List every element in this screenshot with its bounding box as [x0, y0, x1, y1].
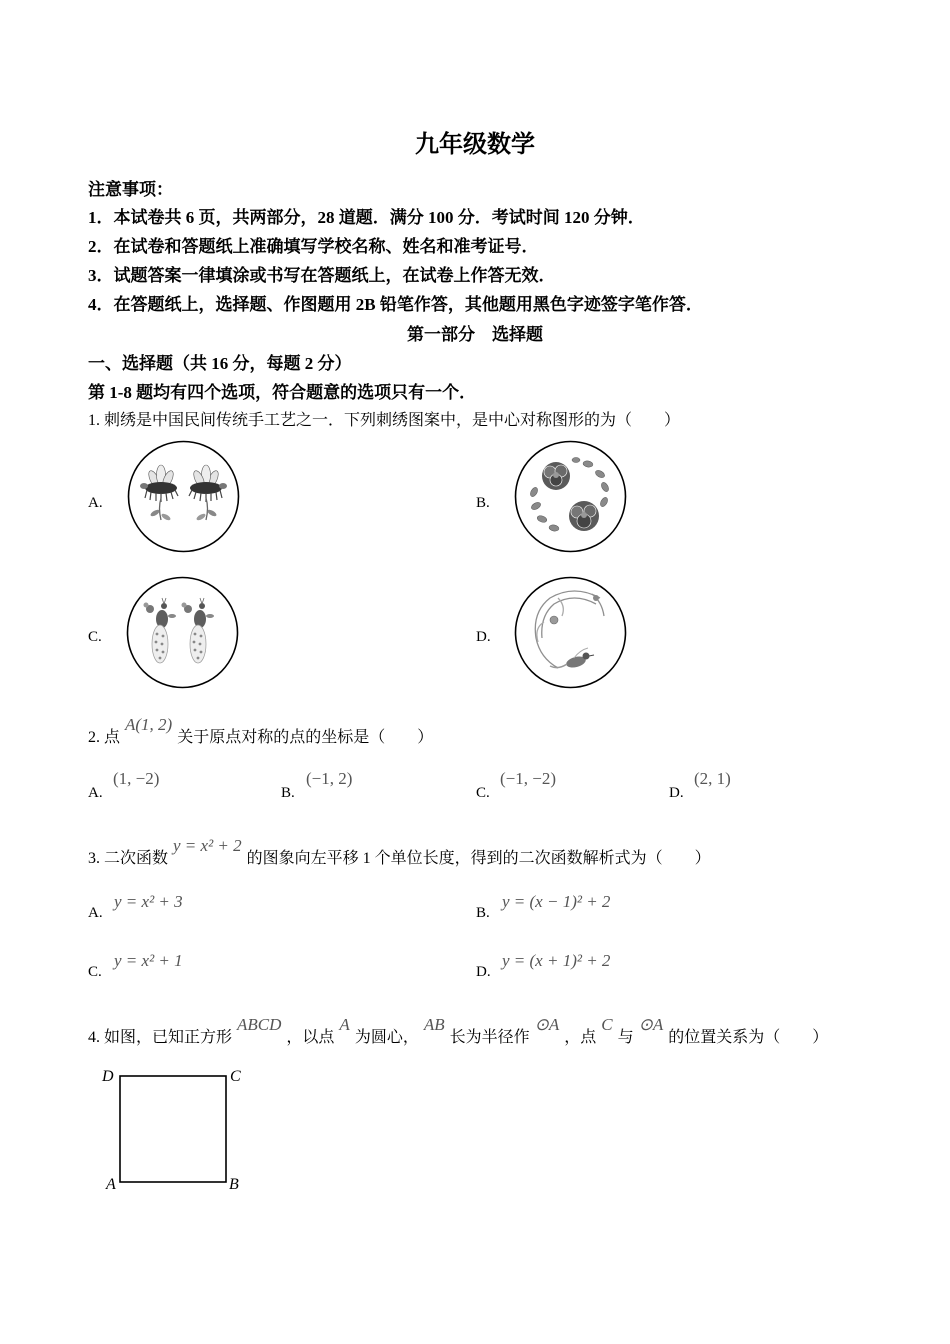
q3-stem-text-2: 的图象向左平移 1 个单位长度，得到的二次函数解析式为（ ）: [246, 850, 711, 867]
q2-option-c-label: C.: [476, 785, 490, 801]
section1-heading: 一、选择题（共 16 分，每题 2 分）: [88, 354, 352, 373]
q4-stem-circle-a-2: ⊙A: [638, 1015, 664, 1034]
q1-option-b-embroidery-image: [514, 440, 627, 553]
q3-option-d-label: D.: [476, 964, 491, 980]
q1-option-a-label: A.: [88, 495, 103, 511]
q2-option-a-label: A.: [88, 785, 103, 801]
vertex-label-a: A: [106, 1176, 116, 1193]
q1-option-c-label: C.: [88, 629, 102, 645]
q2-option-d-label: D.: [669, 785, 684, 801]
q4-stem: [88, 1015, 829, 1047]
q2-stem-point-a: A(1, 2): [125, 715, 173, 734]
notice-heading: 注意事项：: [88, 180, 173, 199]
q4-stem-point-a: A: [339, 1015, 350, 1034]
q4-stem-text-7: 的位置关系为（ ）: [668, 1029, 829, 1046]
q4-stem-text-6: 与: [617, 1029, 634, 1046]
q2-option-d-math: (2, 1): [694, 769, 731, 788]
q2-option-a-math: (1, −2): [113, 769, 160, 788]
q4-stem-circle-a: ⊙A: [534, 1015, 560, 1034]
q2-option-b-math: (−1, 2): [306, 769, 353, 788]
q4-stem-text-4: 长为半径作: [449, 1029, 530, 1046]
q1-option-d-label: D.: [476, 629, 491, 645]
q4-stem-point-c: C: [601, 1015, 613, 1034]
q3-option-c-math: y = x² + 1: [114, 951, 183, 970]
q3-option-a-label: A.: [88, 905, 103, 921]
q2-option-c-math: (−1, −2): [500, 769, 556, 788]
q1-option-b-label: B.: [476, 495, 490, 511]
q4-stem-text-5: ，点: [564, 1029, 597, 1046]
notice-item-1: 1．本试卷共 6 页，共两部分，28 道题．满分 100 分．考试时间 120 分钟．: [88, 208, 645, 227]
vertex-label-d: D: [102, 1068, 114, 1085]
q2-stem-text-1: 2. 点: [88, 729, 121, 746]
q4-stem-text-3: 为圆心，: [354, 1029, 419, 1046]
q3-stem-text-1: 3. 二次函数: [88, 850, 169, 867]
vertex-label-c: C: [230, 1068, 241, 1085]
q4-stem-segment-ab: AB: [423, 1015, 445, 1034]
notice-item-3: 3．试题答案一律填涂或书写在答题纸上，在试卷上作答无效．: [88, 266, 556, 285]
frame-circle: [128, 578, 238, 688]
notice-item-4: 4．在答题纸上，选择题、作图题用 2B 铅笔作答，其他题用黑色字迹签字笔作答．: [88, 295, 703, 314]
q1-stem: 1. 刺绣是中国民间传统手工艺之一．下列刺绣图案中，是中心对称图形的为（ ）: [88, 412, 681, 429]
q3-option-b-label: B.: [476, 905, 490, 921]
q4-stem-text-1: 4. 如图，已知正方形: [88, 1029, 233, 1046]
q1-option-d-embroidery-image: [514, 576, 627, 689]
q3-option-a-math: y = x² + 3: [114, 892, 183, 911]
section1-instruction: 第 1-8 题均有四个选项，符合题意的选项只有一个．: [88, 383, 477, 402]
notice-item-2: 2．在试卷和答题纸上准确填写学校名称、姓名和准考证号．: [88, 237, 539, 256]
vertex-label-b: B: [229, 1176, 239, 1193]
q4-square-figure: [98, 1062, 258, 1200]
lower-peony: [569, 501, 599, 531]
q2-stem-text-2: 关于原点对称的点的坐标是（ ）: [177, 729, 434, 746]
q1-option-a-embroidery-image: [127, 440, 240, 553]
q2-stem: [88, 715, 434, 747]
q1-option-c-embroidery-image: [126, 576, 239, 689]
q3-stem-function: y = x² + 2: [173, 836, 242, 855]
q3-option-d-math: y = (x + 1)² + 2: [502, 951, 611, 970]
square-abcd: [120, 1076, 226, 1182]
q4-stem-square-abcd: ABCD: [237, 1015, 282, 1034]
q3-option-b-math: y = (x − 1)² + 2: [502, 892, 611, 911]
part1-heading: 第一部分 选择题: [407, 325, 543, 344]
upper-peony: [542, 462, 570, 490]
page-title: 九年级数学: [415, 132, 535, 158]
q2-option-b-label: B.: [281, 785, 295, 801]
frame-circle: [516, 578, 626, 688]
q3-option-c-label: C.: [88, 964, 102, 980]
q4-stem-text-2: ，以点: [286, 1029, 335, 1046]
q3-stem: [88, 836, 711, 868]
